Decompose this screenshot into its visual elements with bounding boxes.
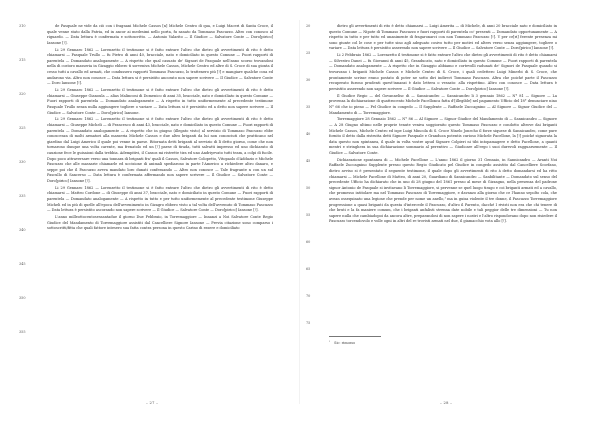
footnote-rule (329, 336, 381, 337)
paragraph: Li 29 Gennaro 1862 — Lorenzetto il testimone si è fatto entrare l'altro che dietro gli avvertimenti di rito è detto chiamarsi — Pasquale Trullo — fu Pietro di anni 40, bracciale, nato e domiciliato in questo Comune — Fuori rapporti di parentela — Domandato analogamente — A rispetto che qual casuato de' Signori de Pasquale nell'anno scorso trovandosi nella di costoro masseria in Gizaggio ebbero ti sorveniva Michele Cassos, Michele Centro ed altre di S. Croce di sua gionta il cesso tutti a cavallo ed armati, che condussero rapporti Tommaso Pascuzzo, lo trattenero più [!] e mangiare qualche cosa ed andarono via. Altro non conosce — Data lettura si è persistito ancorato non sapere scrivere — Il Giudice — Salvatore Conte — Doro Iansone [!]. (47, 47, 273, 86)
line-number: 25 (306, 51, 311, 55)
paragraph: dietro gli avvertimenti di rito è detto chiamarsi — Luigi Amerita — di Michele, di anni 20 bracciale nato e domiciliato in questo Comune — Nipote di Tommaso Pascuzzo e fuori rapporti di parentela co' presenti — Domandato opportunamente — A rispetto in tutto e per tutto ed unanimente di fragaronarci con non Tommaso Pascuzzo [!]. Y per ce[ri] ferente presenza mi sono giunte col le cose e per tutte sino agli adeguato cosivo tutto per motivi ed alters verso senza aggiungere, togliere o variare — Data lettura è persistito asserendo non sapere scrivere — Il Giudice — Salvatore Conte — Doro[pirico] Iansone [!]. (329, 24, 557, 51)
line-number: 350 (19, 296, 26, 300)
page-number: – 28 – (440, 401, 453, 405)
line-number: 55 (306, 213, 311, 217)
line-number: 60 (306, 240, 311, 244)
paragraph: de Pasquale ne vide da ciò con i fragnani Michele Cassos [n] Michele Centro di qua, e Luigi Maceri di Santa Croce, il quale venne stato dalla Patria, ed in ancor ai medesimi nello porta, fu sanato da Tommaso Pascuzzo. Altro con conosco al riguardo. — Data lettura è confermata e sottoscritto. — Antonio Valarito — Il Giudice — Salvatore Conte — Doro[pirico] Iansone [!]. (47, 24, 273, 45)
footnote-text: Sic: rimosso (334, 341, 356, 345)
paragraph: Li 29 Gennaro 1862 — Lorenzetto il testimone si è fatto entrare l'altro che dietro gli avvertimenti di rito è detto chiamarsi — Giuseppe Gianoula — alias Malinconi di Domenico di anni 35, bracciale, nato e domiciliato in questo Comune — Fuori rapporti di parentela — Domandato analogamente — A rispetto in tutto uniformemente al precedente testimone Pasquale Trullo senza nulla aggiungere togliere o variare — Data lettura si è persistito ed a detto non sapere scrivere — Il Giudice — Salvatore Conte — Doro[pirico] Iansone. (47, 88, 273, 115)
paragraph: L'anno milleottocentosessantadue il giorno Due Febbraio, in Torremaggiore — Innanzi a Noi Salvatore Conte Regio Giudice del Mandamento di Torremaggiore assistiti dal Cancelliere Signore Iansone — Previa citazione sono comparso i sottoscritti/fitta che quali fattore intesero sua fatta contra persona in questo Carino di essere e domiciliato (47, 215, 273, 231)
line-number: 50 (306, 186, 311, 190)
line-number: 355 (19, 330, 26, 334)
paragraph: Li 29 Gennaro 1862 — Lorenzetto il testimone si è fatto entrare l'altro che dietro gli avvertimenti di rito è detto chiamarsi — Matteo Cordone — di Giuseppe di anni 37, bracciale, nato e domiciliato in questo Comune — Fuori rapporti di parentela — Domandato analogamente — A rispetto in tutto e per tutto uniformemente al precedente testimone Giuseppe Micheli ed in più di quelle all'epoca dell'avvenimento in Gizagro ebbero visto a tal volta dell'avvenuto di Tommaso Pascuzzo — Data lettura è persistito ascorando non sapere scrivere — Il Giudice — Salvatore Conte — Doro[pirico] Iansone [!]. (47, 185, 273, 213)
line-number: 310 (19, 24, 26, 28)
line-number: 40 (306, 132, 311, 136)
page-number: – 27 – (146, 401, 159, 405)
paragraph: Il Giudice Regio — del Govannelisc di — Sannicandro — Sannicandro li 3 gennaio 1862 — N° 81 — Signore — La provenza la dichiarazione di quattrocento Michele Pacellonca fatta d'[illegible] nel pagamento Ufficio del 18° denunciare nino N° 66 che io pieno — Pel Giudice in congedo — Il Supplente — Raffaele Zuccagnino — Al Signore — Signor Giudice del — Mandamento di — Torremaggiore. (329, 93, 557, 115)
line-number: 315 (19, 58, 26, 62)
line-number: 75 (306, 321, 311, 325)
line-number: 65 (306, 267, 311, 271)
right-body-text (329, 24, 557, 226)
footnote-mark: ¹ (329, 340, 331, 344)
line-number: 320 (19, 92, 26, 96)
line-number: 335 (19, 194, 26, 198)
right-page (300, 0, 600, 424)
line-number: 45 (306, 159, 311, 163)
line-number: 345 (19, 262, 26, 266)
line-number: 340 (19, 228, 26, 232)
paragraph: Li 29 Gennaro 1862 — Lorenzetto il testimone si è fatto entrare l'altro che dietro gli avvertimenti di rito è detto chiamarsi — Giuseppe Micheli — di Francesco di anni 43, bracciale, nato e domiciliato in questo Comune — Fuori rapporti di parentela — Domandato analogamente — A rispetto che in giugno (illegato visto) al servizio di Tommaso Pascuzzo ebbe conoscenza di molti armatori alla masseria Michele Cassos e due altro briganti da lui non conosciuti che pratticano nel giardino dal Luigi Americo il quale poi venne in paese. Ritornata detti briganti al servizio di lì detto giorno, come che non tornarono dunque una volta carente, ma frenatolo ed un [!] paese di tirada, tutti salvatti impresso ed uno dichiarato di cauzione fece le guisaioni dalla trebbia. Adempitivi, il Cassos mi ristrette tira ed uno Andriyevato tutti team, a colpi di fucile. Dopo poco attraversare verso una tonnara di briganti fra' quali il Cassos, Salvatore Colopetto, Vitopaolo d'Adduzio e Michele Pascuzzo che alle massarie chiamarle ed uccisione di animali spediarono in parte l'Americo a richiedere altro danaro, e seppe poi che il Pascuzzo aveva mandato loro dunati confessando — Altro non conosce — Tale fragrante n con un sul Pascullo di Sancerso — Data lettura è confermata affermando non sapere scrivere — Il Giudice — Salvatore Conte — Doro[pirico] Iansone [!]. (47, 117, 273, 183)
footnote (329, 340, 355, 345)
line-number: 70 (306, 294, 311, 298)
line-number: 325 (19, 126, 26, 130)
paragraph: Torremaggiore 28 Gennaio 1862 — N° 86 — Al Signore — Signor Giudice del Mandamento di — Sannicandro — Signore — A 28 Giugno ultimo nelle proprie tenute veniva soggiornito questo Tommaso Pascuzzo e condotto altrove dai briganti Michele Cassos, Michele Centro ed ispe Luigi Mincola di S. Croce Ninelo Jonecho il forze siquese di Sannicandro, come pure fornito il detto dalla ristrutta detti Signore Pasquale e Granduca potentis curioso Michele Pacellone, la [!] poiché signorata la data questo non spintanea, il quale in volta vostre apud Signore Colpieri ni tibi intopamagere e detto Pacellone, a quanti mentri e stringhera in sua dichiarazione sommario al perentivo — Giudicare all'ergo i suoi durevoli ragguarsemente — Il Giudice — Salvatore Conte. (329, 117, 557, 155)
line-number: 20 (306, 24, 311, 28)
left-body-text (47, 24, 273, 233)
line-number: 35 (306, 105, 311, 109)
paragraph: Li 2 Febbraio 1862 — Lorenzetto il testimone si è fatto entrare l'altro che dietro gli avvertimenti di rito è detto chiamarsi — Silvestro Danei — fu Giovanni di anni 45, Granducato, nato e domiciliato in questo Comune — Fuori rapporti di parentela — Domandato analogamente — A rispetto che in Gizaggio abbiamo e cortevolli radunati de' Signori de Pasquale quando si trovavano i briganti Michele Cassos e Michele Centro di S. Croce, i quali cedettero Luigi Minerbi di S. Croce, che prontamente scrisse erano postato di poter ne sotto diri indirect Tommaso Pascuzzo. Altra che poiché parte il Pascuzzo recuperato furono prudenti quest'innanzi è dato lettera o vessato: alla rispettino. Altro con conosce — Data lettura è persistito asserendo non sapere scrivere — Il Giudice — Salvatore Conte — Doro[pirico] Iansone [!]. (329, 53, 557, 91)
paragraph: Dichiarazione spontanea di — Michele Pacellone — L'anno 1862 il giorno 31 Gennaio, in Sannicandro — Avanti Noi Raffaele Zuccagnino Supplente presso questo Regio Giudicato pel Giudice in congedo assistito dal Cancelliere Scorfano, dietro avviso si è presentato il seguente testimone, il quale dopo gli avvertimenti di rito à detto domandarsi ed ha ritto chiamarsi — Michele Pacellone di Matteo, di anni 20, Guardiano di Sannicandro — Sanbilitante — Domandato sul senso del precedente Ufficio ha dichiarato che in uno di 28 giugno del 1861 presso al mese di Gizzagno, nella presenza del padrone signor Antonio de Pasquale si invitavano li Torremaggiore, si pervenne se quel luogo tirago e coi briganti armati ed a cavallo, che promesso intitolare ma nel Tommaso Pascuzzo di Torremaggiore, e davanzo alla giorno che ce l'hanno sepolto cola, che avean ossequinato una legione che prende per nome un anello,¹ ma in guisa violente il tre donne, il Pascuzzo Torremaggiore progressione a quasi briganti da questa d'intercede il Pascuzzo, d'altro il Parento, dacché I rivisti non era che chi tenere di che bruti e la fa maniere comum, che i briganti anfalisti strenna date nobile e tali peggior delle tre dimensioni — Tu non sapere nulla che cambiadopoi da ancora altre, preparandosi di non sapere i nostri e l'altro rispondovano dopo non risiedere il Pascuzzo torcendovolo e volle ogni in altri del re trovisti armati nel due, il giamacchio vota allo [!]. (329, 157, 557, 224)
line-number: 330 (19, 160, 26, 164)
line-number: 30 (306, 78, 311, 82)
